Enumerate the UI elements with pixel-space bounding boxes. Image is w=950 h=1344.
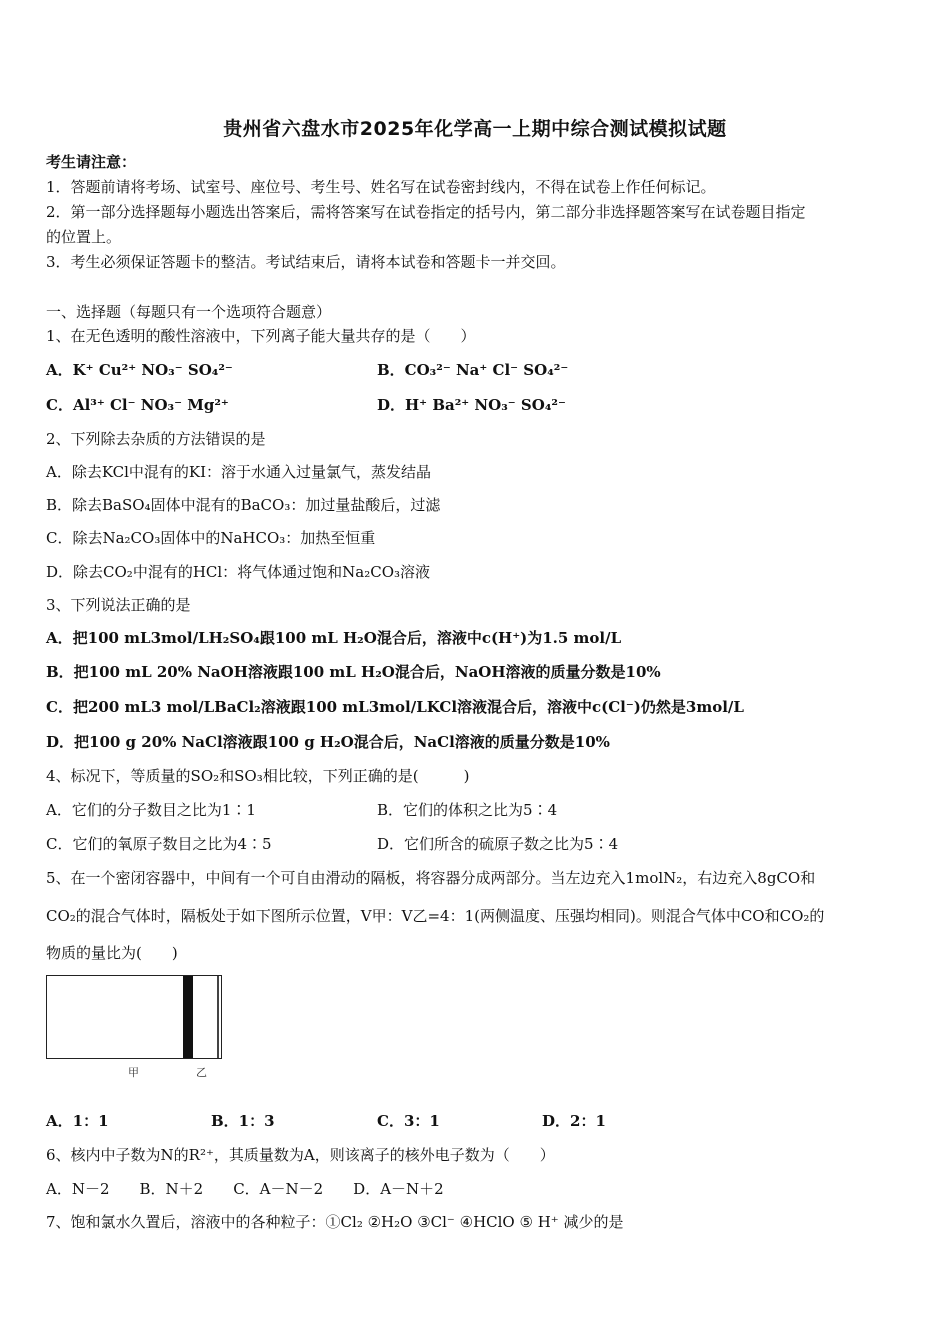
q6-stem: 6、核内中子数为N的R²⁺，其质量数为A，则该离子的核外电子数为（ ） xyxy=(46,1146,555,1164)
q4-stem: 4、标况下，等质量的SO₂和SO₃相比较，下列正确的是( ) xyxy=(46,767,470,785)
q5-option-b: B．1：3 xyxy=(211,1112,275,1130)
notice-item-1: 1．答题前请将考场、试室号、座位号、考生号、姓名写在试卷密封线内，不得在试卷上作任何标记。 xyxy=(46,178,716,196)
diagram-label-jia: 甲 xyxy=(128,1066,139,1079)
notice-item-3: 3．考生必须保证答题卡的整洁。考试结束后，请将本试卷和答题卡一并交回。 xyxy=(46,253,566,271)
q4-option-a: A．它们的分子数目之比为1∶1 xyxy=(46,801,256,819)
q1-option-c: C．Al³⁺ Cl⁻ NO₃⁻ Mg²⁺ xyxy=(46,396,229,414)
q3-option-a: A．把100 mL3mol/LH₂SO₄跟100 mL H₂O混合后，溶液中c(H⁺)为1.5 mol/L xyxy=(46,629,622,647)
q3-option-d: D．把100 g 20% NaCl溶液跟100 g H₂O混合后，NaCl溶液的质量分数是10% xyxy=(46,733,610,751)
q6-options: A．N－2 B．N＋2 C．A－N－2 D．A－N＋2 xyxy=(46,1180,444,1198)
q2-option-b: B．除去BaSO₄固体中混有的BaCO₃：加过量盐酸后，过滤 xyxy=(46,496,441,514)
q7-stem: 7、饱和氯水久置后，溶液中的各种粒子：①Cl₂ ②H₂O ③Cl⁻ ④HClO ⑤ H⁺ 减少的是 xyxy=(46,1213,624,1231)
q5-stem-line2: CO₂的混合气体时，隔板处于如下图所示位置，V甲：V乙=4：1(两侧温度、压强均相同)。则混合气体中CO和CO₂的 xyxy=(46,907,825,925)
q2-option-d: D．除去CO₂中混有的HCl：将气体通过饱和Na₂CO₃溶液 xyxy=(46,563,431,581)
q2-option-c: C．除去Na₂CO₃固体中的NaHCO₃：加热至恒重 xyxy=(46,529,376,547)
q5-option-a: A．1：1 xyxy=(46,1112,109,1130)
container-divider-line xyxy=(217,976,219,1058)
diagram-label-yi: 乙 xyxy=(196,1066,207,1079)
q5-stem-line1: 5、在一个密闭容器中，中间有一个可自由滑动的隔板，将容器分成两部分。当左边充入1molN₂，右边充入8gCO和 xyxy=(46,869,816,887)
q1-stem: 1、在无色透明的酸性溶液中，下列离子能大量共存的是（ ） xyxy=(46,327,476,345)
q4-option-d: D．它们所含的硫原子数之比为5∶4 xyxy=(377,835,619,853)
section-heading: 一、选择题（每题只有一个选项符合题意） xyxy=(46,303,332,321)
notice-header: 考生请注意： xyxy=(46,153,137,171)
q1-option-d: D．H⁺ Ba²⁺ NO₃⁻ SO₄²⁻ xyxy=(377,396,566,414)
q5-option-c: C．3：1 xyxy=(377,1112,440,1130)
q1-option-b: B．CO₃²⁻ Na⁺ Cl⁻ SO₄²⁻ xyxy=(377,361,569,379)
q2-option-a: A．除去KCl中混有的KI：溶于水通入过量氯气，蒸发结晶 xyxy=(46,463,432,481)
notice-item-2-cont: 的位置上。 xyxy=(46,228,122,246)
partition-board xyxy=(183,976,193,1058)
q3-stem: 3、下列说法正确的是 xyxy=(46,596,191,614)
q4-option-b: B．它们的体积之比为5∶4 xyxy=(377,801,558,819)
q5-option-d: D．2：1 xyxy=(542,1112,606,1130)
q5-stem-line3: 物质的量比为( ) xyxy=(46,944,178,962)
notice-item-2: 2．第一部分选择题每小题选出答案后，需将答案写在试卷指定的括号内，第二部分非选择题答案写在试卷题目指定 xyxy=(46,203,806,221)
q2-stem: 2、下列除去杂质的方法错误的是 xyxy=(46,430,266,448)
q3-option-b: B．把100 mL 20% NaOH溶液跟100 mL H₂O混合后，NaOH溶液的质量分数是10% xyxy=(46,663,661,681)
page-title: 贵州省六盘水市2025年化学高一上期中综合测试模拟试题 xyxy=(223,118,727,140)
q4-option-c: C．它们的氧原子数目之比为4∶5 xyxy=(46,835,272,853)
container-diagram xyxy=(46,975,222,1059)
q1-option-a: A．K⁺ Cu²⁺ NO₃⁻ SO₄²⁻ xyxy=(46,361,233,379)
q3-option-c: C．把200 mL3 mol/LBaCl₂溶液跟100 mL3mol/LKCl溶液混合后，溶液中c(Cl⁻)仍然是3mol/L xyxy=(46,698,744,716)
